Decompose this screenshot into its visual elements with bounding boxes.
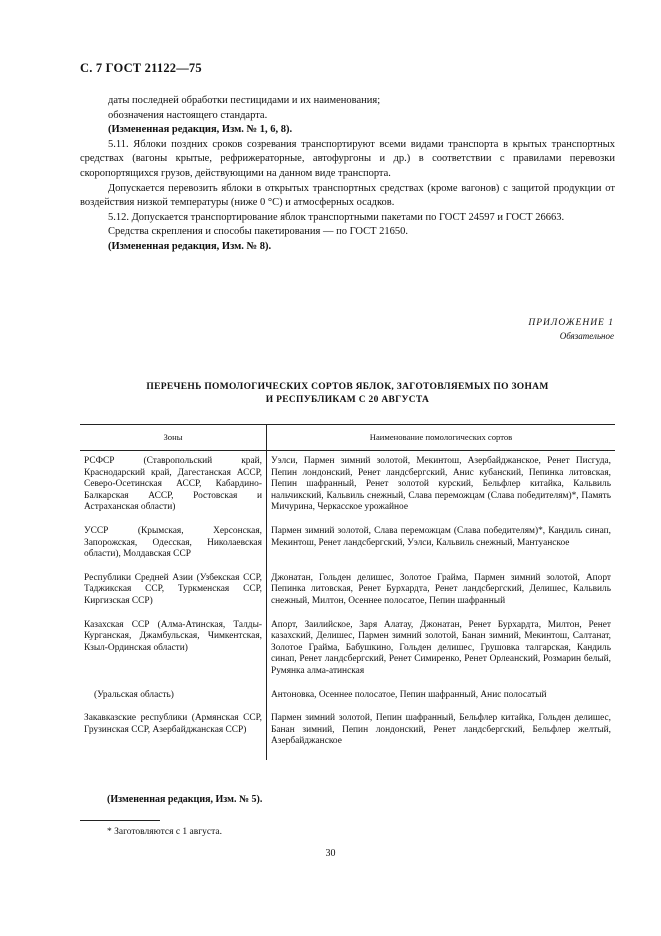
table-row <box>80 451 615 526</box>
varieties-cell: Пармен зимний золотой, Слава переможцам (Слава победителям)*, Кандиль синап, Мекинтош, Ренет ландсбергский, Уэлси, Кальвиль снежный, Мантуанское <box>271 525 611 548</box>
paragraph: 5.11. Яблоки поздних сроков созревания транспортируют всеми видами транспорта в крытых транспортных средствах (вагоны крытые, рефрижераторные, автофургоны и др.) в соответствии с правилами перевозки скоропортящихся грузов, действующими на данном виде транспорта. <box>80 138 615 179</box>
zone-cell: Республики Средней Азии (Узбекская ССР, Таджикская ССР, Туркменская ССР, Киргизская ССР) <box>80 573 267 620</box>
zone-text: (Уральская область) <box>94 689 174 700</box>
paragraph: обозначения настоящего стандарта. <box>108 109 268 121</box>
column-header-zones: Зоны <box>80 425 267 451</box>
page-number: 30 <box>325 848 336 859</box>
paragraph: Средства скрепления и способы пакетирования — по ГОСТ 21650. <box>108 226 409 238</box>
list-title-line: ПЕРЕЧЕНЬ ПОМОЛОГИЧЕСКИХ СОРТОВ ЯБЛОК, ЗАГОТОВЛЯЕМЫХ ПО ЗОНАМ <box>146 382 549 392</box>
varieties-cell: Уэлси, Пармен зимний золотой, Мекинтош, Азербайджанское, Ренет Писгуда, Пепин лондонский, Ренет ландсбергский, Анис кубанский, Пепинка литовская, Пепин шафранный, Ренет золотой курский, Бельфлер китайка, Кальвиль нальчикский, Кальвиль снежный, Слава переможцам (Слава победителям)*, Память Мичурина, Черкасское урожайное <box>271 456 611 513</box>
varieties-cell: Антоновка, Осеннее полосатое, Пепин шафранный, Анис полосатый <box>271 689 547 700</box>
revision-note: (Измененная редакция, Изм. № 8). <box>108 240 272 252</box>
table-row <box>80 690 615 714</box>
page-header: С. 7 ГОСТ 21122—75 <box>80 61 202 75</box>
table-row <box>80 526 615 573</box>
zone-cell: Казахская ССР (Алма-Атинская, Талды-Курганская, Джамбульская, Чимкентская, Кзыл-Ординская области) <box>80 620 267 690</box>
body-text <box>80 94 615 255</box>
footnote-divider <box>80 820 160 821</box>
footnote: * Заготовляются с 1 августа. <box>107 827 222 837</box>
appendix-title: ПРИЛОЖЕНИЕ 1 <box>528 318 614 328</box>
zone-cell: Закавказские республики (Армянская ССР, Грузинская ССР, Азербайджанская ССР) <box>80 713 267 760</box>
table-row <box>80 620 615 690</box>
list-title-line: И РЕСПУБЛИКАМ С 20 АВГУСТА <box>265 394 430 405</box>
change-note: (Измененная редакция, Изм. № 5). <box>107 794 263 805</box>
paragraph: даты последней обработки пестицидами и их наименования; <box>108 95 381 106</box>
varieties-cell: Джонатан, Гольден делишес, Золотое Грайма, Пармен зимний золотой, Апорт Пепинка литовская, Ренет Бурхардта, Ренет ландсбергский, Делишес, Кальвиль снежный, Милтон, Осеннее полосатое, Пепин шафранный <box>271 572 611 606</box>
table-row <box>80 713 615 760</box>
zone-cell <box>80 690 267 714</box>
zone-cell: УССР (Крымская, Херсонская, Запорожская, Одесская, Николаевская области), Молдавская ССР <box>80 526 267 573</box>
list-title <box>80 381 615 406</box>
appendix-label <box>528 317 614 343</box>
revision-note: (Измененная редакция, Изм. № 1, 6, 8). <box>108 124 293 136</box>
zone-cell: РСФСР (Ставропольский край, Краснодарский край, Дагестанская АССР, Северо-Осетинская АССР, Кабардино-Балкарская АССР, Ростовская и Астраханская области) <box>80 451 267 526</box>
varieties-cell: Пармен зимний золотой, Пепин шафранный, Бельфлер китайка, Гольден делишес, Банан зимний, Пепин лондонский, Ренет ландсбергский, Бельфлер желтый, Азербайджанское <box>271 713 611 747</box>
varieties-cell: Апорт, Заилийское, Заря Алатау, Джонатан, Ренет Бурхардта, Милтон, Ренет казахский, Делишес, Пармен зимний золотой, Банан зимний, Мекинтош, Салтанат, Золотое Грайма, Бабушкино, Гольден делишес, Грушовка талгарская, Кандиль синап, Ренет ландсбергский, Ренет Симиренко, Ренет Орлеанский, Розмарин белый, Румянка алма-атинская <box>271 619 611 676</box>
paragraph: 5.12. Допускается транспортирование яблок транспортными пакетами по ГОСТ 24597 и ГОСТ 26663. <box>108 211 565 223</box>
appendix-subtitle: Обязательное <box>559 331 614 341</box>
varieties-table <box>80 424 615 760</box>
table-header-row <box>80 425 615 451</box>
table-row <box>80 573 615 620</box>
column-header-varieties: Наименование помологических сортов <box>267 425 616 451</box>
paragraph: Допускается перевозить яблоки в открытых транспортных средствах (кроме вагонов) с защитой продукции от воздействия низкой температуры (ниже 0 °С) и атмосферных осадков. <box>80 182 615 209</box>
